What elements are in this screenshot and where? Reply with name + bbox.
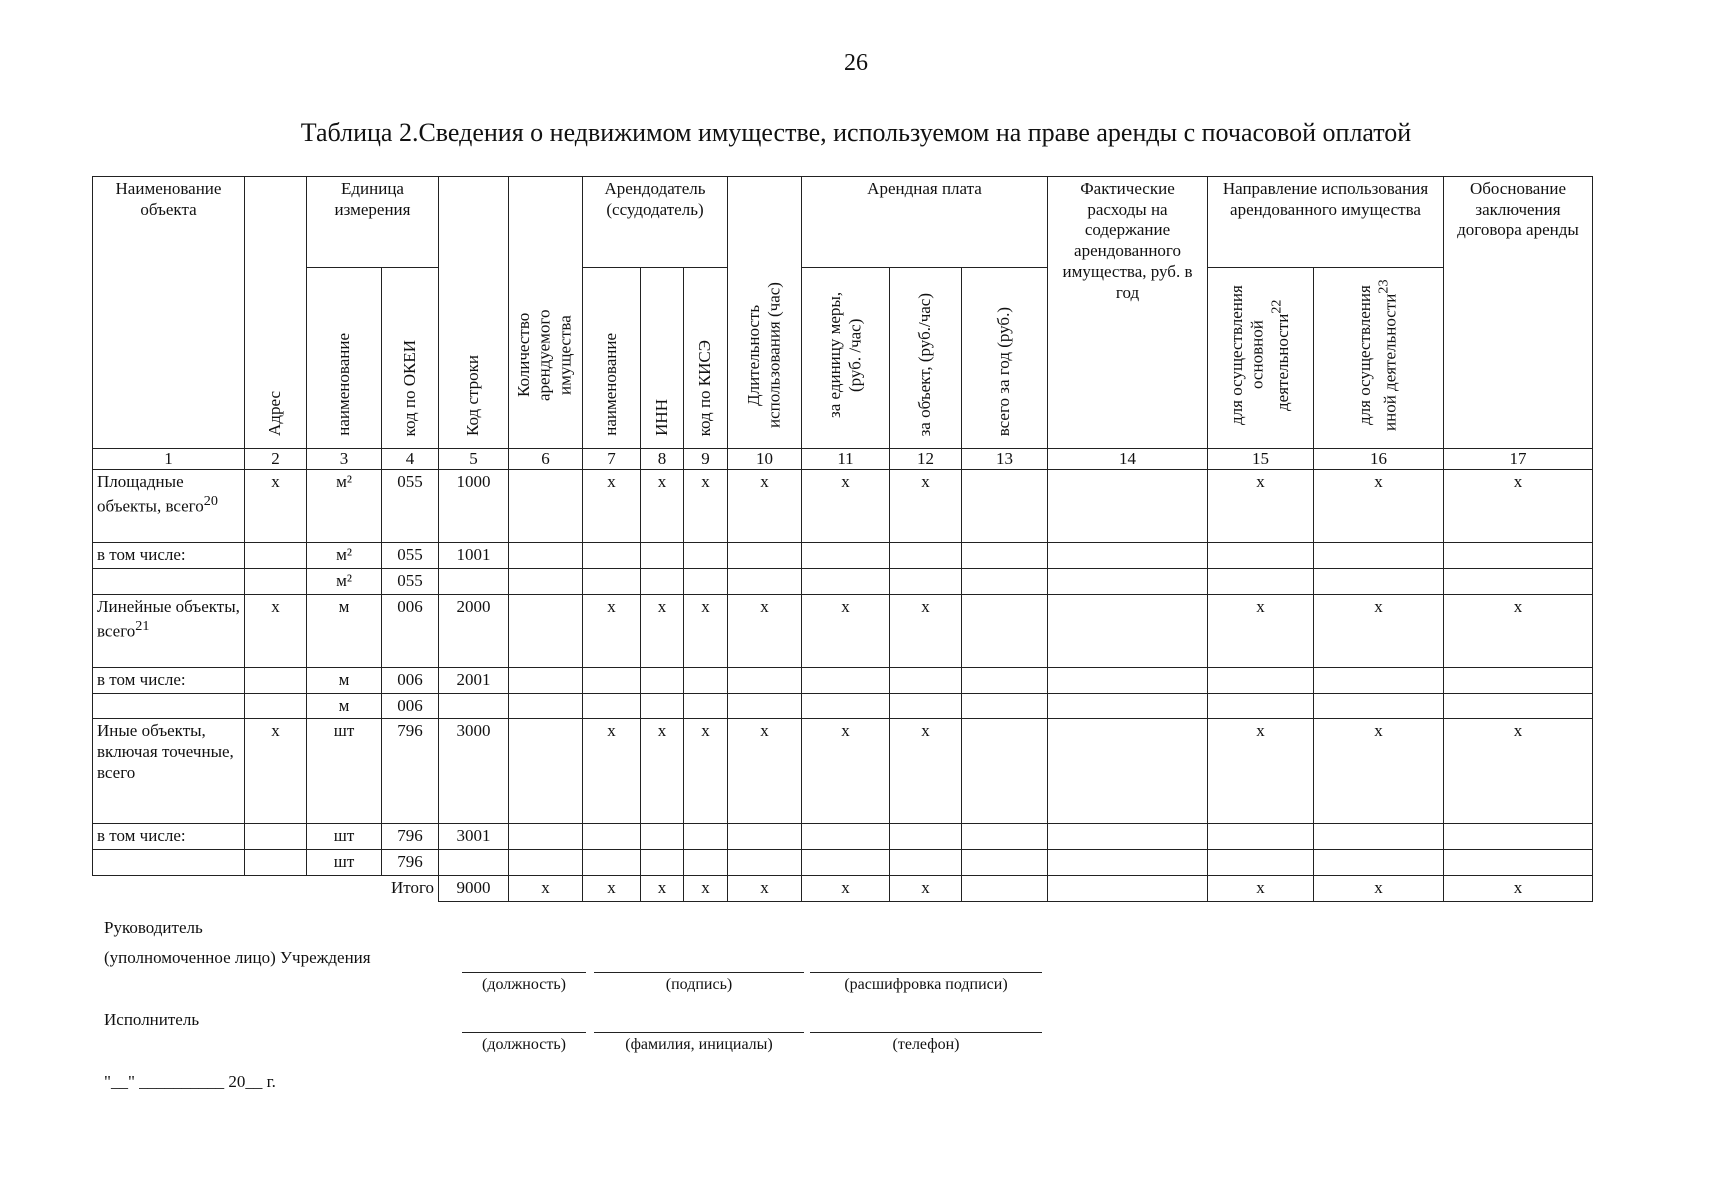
cell-empty (728, 693, 802, 719)
cell-justification: x (1444, 719, 1593, 824)
cell-empty (641, 667, 684, 693)
head-signature-line[interactable] (594, 972, 804, 973)
header-unit-okei-cell (382, 268, 439, 449)
cell-empty (641, 543, 684, 569)
col-num: 12 (890, 448, 962, 470)
cell-lessor-name: x (583, 719, 641, 824)
cell-actual-costs (1048, 470, 1208, 543)
exec-position-caption: (должность) (482, 1036, 566, 1053)
cell-rent-object: x (890, 470, 962, 543)
cell-empty (802, 824, 890, 850)
header-row-code-cell (439, 177, 509, 449)
cell-dir-main: x (1208, 594, 1314, 667)
col-num: 14 (1048, 448, 1208, 470)
cell-dir-other: x (1314, 594, 1444, 667)
cell-okei: 796 (382, 719, 439, 824)
head-label-2: (уполномоченное лицо) Учреждения (104, 948, 371, 967)
header-lessor: Арендодатель (ссудодатель) (583, 177, 728, 268)
row-name: в том числе: (93, 543, 245, 569)
cell-dir-main: x (1208, 875, 1314, 901)
head-decoding-caption: (расшифровка подписи) (844, 976, 1008, 993)
cell-quantity (509, 470, 583, 543)
cell-kise: x (684, 875, 728, 901)
header-object-name: Наименование объекта (93, 177, 245, 449)
exec-phone-line[interactable] (810, 1032, 1042, 1033)
table-row-area-incl (93, 543, 1593, 569)
header-address-cell (245, 177, 307, 449)
header-duration: Длительность использования (час) (743, 282, 784, 428)
row-name: в том числе: (93, 667, 245, 693)
header-row-2 (93, 268, 1593, 449)
col-num: 2 (245, 448, 307, 470)
cell-address (245, 569, 307, 595)
cell-code: 9000 (439, 875, 509, 901)
cell-empty (890, 543, 962, 569)
header-quantity-cell (509, 177, 583, 449)
cell-lessor-name: x (583, 875, 641, 901)
row-name: в том числе: (93, 824, 245, 850)
cell-actual-costs (1048, 594, 1208, 667)
cell-empty (1208, 543, 1314, 569)
exec-position-line[interactable] (462, 1032, 586, 1033)
cell-empty (1314, 824, 1444, 850)
header-unit-name: наименование (333, 333, 353, 436)
executor-label: Исполнитель (104, 1010, 200, 1029)
header-rent-object-cell (890, 268, 962, 449)
cell-unit: м² (307, 569, 382, 595)
cell-rent-year (962, 594, 1048, 667)
cell-rent-unit: x (802, 719, 890, 824)
cell-inn: x (641, 470, 684, 543)
cell-code: 2000 (439, 594, 509, 667)
footnote-20: 20 (203, 493, 218, 510)
cell-empty (962, 543, 1048, 569)
header-direction-other-text: для осуществления иной деятельности (1355, 285, 1400, 431)
cell-quantity (509, 719, 583, 824)
cell-rent-unit: x (802, 470, 890, 543)
cell-empty (684, 543, 728, 569)
cell-okei: 055 (382, 543, 439, 569)
row-name-text: Площадные объекты, всего (97, 472, 204, 516)
cell-empty (1314, 850, 1444, 876)
cell-dir-other: x (1314, 719, 1444, 824)
cell-inn: x (641, 719, 684, 824)
cell-empty (684, 667, 728, 693)
cell-rent-year (962, 719, 1048, 824)
cell-empty (583, 667, 641, 693)
cell-rent-unit: x (802, 594, 890, 667)
cell-kise: x (684, 470, 728, 543)
cell-empty (890, 693, 962, 719)
header-rent-unit: за единицу меры, (руб. /час) (824, 291, 865, 419)
cell-unit: м (307, 693, 382, 719)
cell-empty (509, 543, 583, 569)
cell-unit: шт (307, 850, 382, 876)
cell-rent-year (962, 470, 1048, 543)
cell-code: 1000 (439, 470, 509, 543)
cell-empty (1444, 693, 1593, 719)
cell-code (439, 693, 509, 719)
cell-empty (1444, 543, 1593, 569)
cell-empty (962, 824, 1048, 850)
cell-empty (1314, 667, 1444, 693)
cell-justification: x (1444, 470, 1593, 543)
header-unit-okei: код по ОКЕИ (399, 339, 419, 436)
cell-empty (583, 569, 641, 595)
cell-address: x (245, 470, 307, 543)
cell-empty (509, 693, 583, 719)
exec-name-caption: (фамилия, инициалы) (625, 1036, 773, 1053)
cell-empty (509, 569, 583, 595)
cell-empty (962, 693, 1048, 719)
header-lessor-inn: ИНН (651, 399, 671, 436)
cell-empty (1314, 543, 1444, 569)
cell-rent-object: x (890, 875, 962, 901)
col-num: 8 (641, 448, 684, 470)
row-name (93, 470, 245, 543)
header-lessor-inn-cell (641, 268, 684, 449)
row-name (93, 594, 245, 667)
cell-empty (962, 850, 1048, 876)
header-direction-other-cell (1314, 268, 1444, 449)
cell-okei: 796 (382, 824, 439, 850)
cell-empty (684, 824, 728, 850)
row-name-text: Линейные объекты, всего (97, 596, 240, 641)
header-rent-year-cell (962, 268, 1048, 449)
cell-empty (1208, 667, 1314, 693)
cell-empty (684, 850, 728, 876)
footnote-23: 23 (1376, 279, 1393, 294)
cell-justification: x (1444, 875, 1593, 901)
header-lessor-kise-cell (684, 268, 728, 449)
table-row-area-total (93, 470, 1593, 543)
cell-empty (802, 569, 890, 595)
table-title: Таблица 2.Сведения о недвижимом имуществе, используемом на праве аренды с почасовой оплатой (300, 118, 1412, 147)
col-num: 11 (802, 448, 890, 470)
header-quantity: Количество арендуемого имущества (514, 309, 575, 401)
table-row-total (93, 875, 1593, 901)
cell-empty (1444, 569, 1593, 595)
cell-empty (684, 693, 728, 719)
cell-empty (1314, 569, 1444, 595)
cell-empty (962, 667, 1048, 693)
cell-okei: 055 (382, 569, 439, 595)
cell-empty (641, 850, 684, 876)
cell-empty (1208, 850, 1314, 876)
cell-code: 3000 (439, 719, 509, 824)
col-num: 16 (1314, 448, 1444, 470)
date-line: "__" __________ 20__ г. (104, 1072, 276, 1091)
header-lessor-kise: код по КИСЭ (695, 339, 715, 436)
col-num: 6 (509, 448, 583, 470)
header-row-code: Код строки (463, 355, 483, 436)
col-num: 9 (684, 448, 728, 470)
cell-empty (1208, 569, 1314, 595)
cell-empty (802, 693, 890, 719)
cell-unit: шт (307, 824, 382, 850)
header-rent-object: за объект, (руб./час) (915, 292, 935, 436)
header-unit: Единица измерения (307, 177, 439, 268)
head-position-caption: (должность) (482, 976, 566, 993)
cell-empty (1048, 824, 1208, 850)
total-label: Итого (93, 875, 439, 901)
cell-empty (1048, 850, 1208, 876)
cell-okei: 006 (382, 693, 439, 719)
header-justification: Обоснование заключения договора аренды (1444, 177, 1593, 449)
cell-empty (509, 850, 583, 876)
cell-lessor-name: x (583, 594, 641, 667)
cell-empty (583, 824, 641, 850)
cell-address (245, 667, 307, 693)
cell-quantity (509, 594, 583, 667)
cell-empty (1444, 850, 1593, 876)
cell-duration: x (728, 719, 802, 824)
cell-okei: 006 (382, 594, 439, 667)
cell-actual-costs (1048, 719, 1208, 824)
cell-dir-main: x (1208, 470, 1314, 543)
cell-okei: 055 (382, 470, 439, 543)
cell-empty (1208, 824, 1314, 850)
cell-dir-other: x (1314, 875, 1444, 901)
cell-empty (728, 824, 802, 850)
head-label-1: Руководитель (104, 918, 203, 937)
cell-quantity: x (509, 875, 583, 901)
cell-empty (1048, 543, 1208, 569)
cell-empty (728, 569, 802, 595)
cell-empty (728, 850, 802, 876)
header-lessor-name-cell (583, 268, 641, 449)
cell-empty (802, 543, 890, 569)
header-direction: Направление использования арендованного имущества (1208, 177, 1444, 268)
cell-empty (802, 850, 890, 876)
cell-empty (641, 693, 684, 719)
row-name (93, 693, 245, 719)
header-row-1 (93, 177, 1593, 268)
table-row-other-extra (93, 850, 1593, 876)
cell-inn: x (641, 875, 684, 901)
column-numbers-row (93, 448, 1593, 470)
cell-rent-year (962, 875, 1048, 901)
cell-address (245, 543, 307, 569)
header-unit-name-cell (307, 268, 382, 449)
cell-empty (641, 569, 684, 595)
cell-empty (1314, 693, 1444, 719)
cell-justification: x (1444, 594, 1593, 667)
table-row-other-incl (93, 824, 1593, 850)
cell-code (439, 569, 509, 595)
cell-code: 3001 (439, 824, 509, 850)
cell-empty (1048, 693, 1208, 719)
cell-rent-unit: x (802, 875, 890, 901)
cell-empty (890, 850, 962, 876)
cell-empty (890, 824, 962, 850)
col-num: 4 (382, 448, 439, 470)
header-address: Адрес (265, 391, 285, 436)
cell-unit: м (307, 594, 382, 667)
header-duration-cell (728, 177, 802, 449)
header-actual-costs: Фактические расходы на содержание арендованного имущества, руб. в год (1048, 177, 1208, 449)
cell-unit: шт (307, 719, 382, 824)
cell-empty (641, 824, 684, 850)
cell-address: x (245, 594, 307, 667)
cell-okei: 006 (382, 667, 439, 693)
cell-empty (583, 543, 641, 569)
cell-empty (583, 850, 641, 876)
table-row-linear-extra (93, 693, 1593, 719)
cell-code (439, 850, 509, 876)
cell-code: 2001 (439, 667, 509, 693)
cell-empty (802, 667, 890, 693)
cell-empty (728, 543, 802, 569)
row-name (93, 569, 245, 595)
col-num: 13 (962, 448, 1048, 470)
cell-empty (509, 667, 583, 693)
col-num: 3 (307, 448, 382, 470)
col-num: 1 (93, 448, 245, 470)
cell-kise: x (684, 719, 728, 824)
head-position-line[interactable] (462, 972, 586, 973)
cell-unit: м (307, 667, 382, 693)
cell-address (245, 824, 307, 850)
exec-phone-caption: (телефон) (892, 1036, 960, 1053)
page-number: 26 (844, 50, 868, 76)
header-rent: Арендная плата (802, 177, 1048, 268)
cell-rent-object: x (890, 594, 962, 667)
table-row-area-extra (93, 569, 1593, 595)
cell-empty (684, 569, 728, 595)
cell-dir-other: x (1314, 470, 1444, 543)
cell-address (245, 693, 307, 719)
cell-actual-costs (1048, 875, 1208, 901)
exec-name-line[interactable] (594, 1032, 804, 1033)
header-direction-main-text: для осуществления основной деятельности (1227, 285, 1293, 425)
header-lessor-name: наименование (601, 333, 621, 436)
cell-unit: м² (307, 543, 382, 569)
header-rent-unit-cell (802, 268, 890, 449)
row-name (93, 850, 245, 876)
cell-empty (962, 569, 1048, 595)
cell-empty (890, 667, 962, 693)
cell-empty (1048, 569, 1208, 595)
cell-kise: x (684, 594, 728, 667)
table-row-other-total (93, 719, 1593, 824)
head-decoding-line[interactable] (810, 972, 1042, 973)
cell-empty (890, 569, 962, 595)
col-num: 15 (1208, 448, 1314, 470)
cell-empty (1444, 667, 1593, 693)
header-direction-main (1227, 268, 1294, 442)
cell-empty (509, 824, 583, 850)
cell-address: x (245, 719, 307, 824)
cell-code: 1001 (439, 543, 509, 569)
cell-okei: 796 (382, 850, 439, 876)
cell-lessor-name: x (583, 470, 641, 543)
cell-address (245, 850, 307, 876)
header-direction-other (1355, 268, 1401, 442)
footnote-21: 21 (135, 617, 150, 634)
col-num: 7 (583, 448, 641, 470)
cell-empty (1048, 667, 1208, 693)
cell-duration: x (728, 594, 802, 667)
col-num: 5 (439, 448, 509, 470)
cell-empty (1444, 824, 1593, 850)
header-direction-main-cell (1208, 268, 1314, 449)
footnote-22: 22 (1268, 299, 1285, 314)
header-rent-year: всего за год (руб.) (994, 306, 1014, 436)
cell-empty (728, 667, 802, 693)
col-num: 17 (1444, 448, 1593, 470)
cell-dir-main: x (1208, 719, 1314, 824)
table-row-linear-incl (93, 667, 1593, 693)
cell-inn: x (641, 594, 684, 667)
cell-duration: x (728, 875, 802, 901)
cell-duration: x (728, 470, 802, 543)
cell-empty (583, 693, 641, 719)
row-name: Иные объекты, включая точечные, всего (93, 719, 245, 824)
col-num: 10 (728, 448, 802, 470)
cell-empty (1208, 693, 1314, 719)
table-row-linear-total (93, 594, 1593, 667)
cell-unit: м² (307, 470, 382, 543)
property-table (92, 176, 1593, 902)
cell-rent-object: x (890, 719, 962, 824)
head-signature-caption: (подпись) (665, 976, 733, 993)
